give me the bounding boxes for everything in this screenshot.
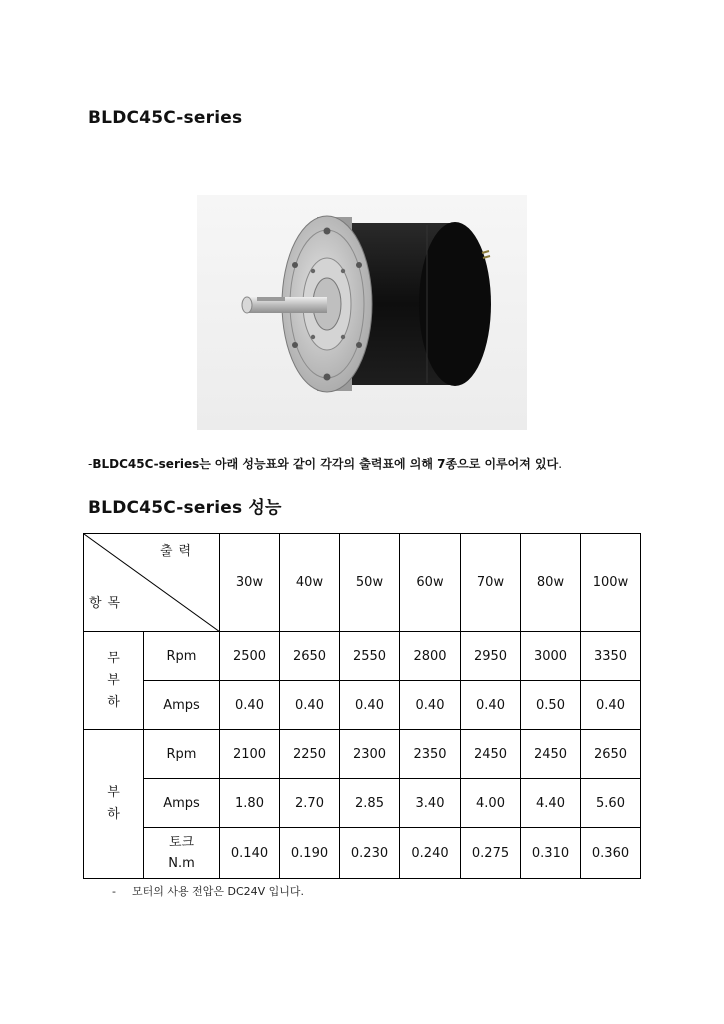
performance-table	[83, 533, 641, 879]
table-cell: 0.360	[581, 828, 641, 879]
table-cell: 2800	[400, 632, 461, 681]
corner-item-label: 항목	[89, 596, 127, 611]
table-cell: 0.310	[521, 828, 581, 879]
footnote-text: 모터의 사용 전압은 DC24V 입니다.	[132, 885, 305, 898]
table-cell: 3350	[581, 632, 641, 681]
row-item-label: Amps	[144, 681, 220, 730]
corner-output-label: 출력	[160, 544, 198, 559]
footnote	[112, 883, 304, 899]
row-item-label-torque: 토크 N.m	[144, 828, 220, 879]
table-cell: 2500	[220, 632, 280, 681]
table-cell: 0.140	[220, 828, 280, 879]
column-header: 50w	[340, 534, 400, 632]
table-cell: 0.40	[461, 681, 521, 730]
column-header: 60w	[400, 534, 461, 632]
table-cell: 0.40	[400, 681, 461, 730]
table-row	[84, 681, 641, 730]
table-cell: 4.00	[461, 779, 521, 828]
intro-dash: -	[88, 457, 93, 471]
motor-image	[197, 195, 527, 430]
document-title: BLDC45C-series	[88, 108, 243, 128]
table-cell: 2450	[521, 730, 581, 779]
table-cell: 2550	[340, 632, 400, 681]
table-row	[84, 779, 641, 828]
table-cell: 2100	[220, 730, 280, 779]
table-cell: 1.80	[220, 779, 280, 828]
row-item-label: Amps	[144, 779, 220, 828]
table-header-row	[84, 534, 641, 632]
table-cell: 0.275	[461, 828, 521, 879]
row-item-label: Rpm	[144, 730, 220, 779]
table-cell: 2450	[461, 730, 521, 779]
table-cell: 0.40	[280, 681, 340, 730]
diagonal-line	[84, 534, 220, 632]
group-label-no-load: 무 부 하	[84, 632, 144, 730]
table-cell: 0.190	[280, 828, 340, 879]
table-cell: 0.240	[400, 828, 461, 879]
group-label-load: 부 하	[84, 730, 144, 879]
table-cell: 2300	[340, 730, 400, 779]
table-cell: 2950	[461, 632, 521, 681]
table-row	[84, 730, 641, 779]
table-cell: 2650	[280, 632, 340, 681]
table-cell: 2350	[400, 730, 461, 779]
corner-cell	[84, 534, 220, 632]
table-cell: 2.70	[280, 779, 340, 828]
column-header: 100w	[581, 534, 641, 632]
intro-paragraph	[88, 455, 562, 472]
table-cell: 0.230	[340, 828, 400, 879]
column-header: 80w	[521, 534, 581, 632]
table-cell: 2.85	[340, 779, 400, 828]
table-cell: 5.60	[581, 779, 641, 828]
intro-period: .	[558, 457, 563, 471]
table-cell: 3.40	[400, 779, 461, 828]
intro-text: BLDC45C-series는 아래 성능표와 같이 각각의 출력표에 의해 7종으로 이루어져 있다	[92, 457, 559, 471]
table-cell: 3000	[521, 632, 581, 681]
table-row	[84, 828, 641, 879]
table-cell: 0.40	[581, 681, 641, 730]
row-item-label: Rpm	[144, 632, 220, 681]
column-header: 40w	[280, 534, 340, 632]
column-header: 30w	[220, 534, 280, 632]
footnote-bullet: -	[112, 885, 116, 898]
table-row	[84, 632, 641, 681]
table-cell: 0.50	[521, 681, 581, 730]
table-cell: 4.40	[521, 779, 581, 828]
table-cell: 2250	[280, 730, 340, 779]
table-cell: 2650	[581, 730, 641, 779]
table-cell: 0.40	[220, 681, 280, 730]
section-title: BLDC45C-series 성능	[88, 498, 282, 518]
table-cell: 0.40	[340, 681, 400, 730]
column-header: 70w	[461, 534, 521, 632]
